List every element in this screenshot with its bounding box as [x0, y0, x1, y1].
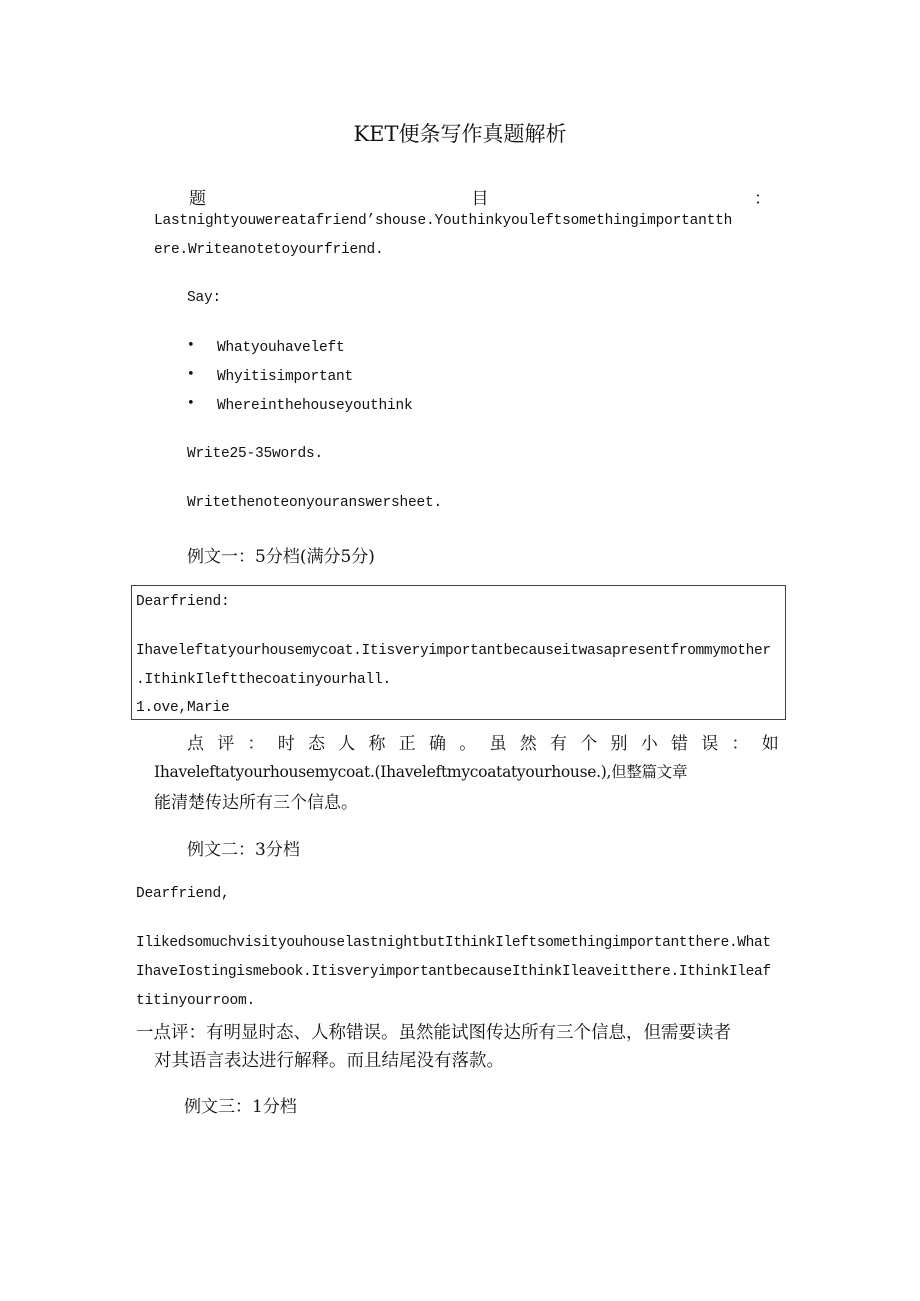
sample2-heading: 例文二：3分档 [187, 840, 300, 860]
comment-char: 小 [640, 734, 658, 754]
comment-char: 人 [338, 734, 356, 754]
comment-char: 正 [398, 734, 416, 754]
comment-char: ： [247, 734, 265, 754]
question-label [189, 184, 771, 209]
question-text-line: ere.Writeanotetoyourfriend. [154, 242, 384, 258]
word-count-instruction: Write25-35words. [187, 446, 324, 462]
sample2-body-line: titinyourroom. [136, 993, 256, 1009]
sample1-comment-line [187, 729, 779, 754]
sample1-comment-line: 能清楚传达所有三个信息。 [154, 793, 358, 813]
sample1-body-line: Ihaveleftatyourhousemycoat.Itisveryimportantbecauseitwasapresentfrommymother [136, 643, 771, 659]
sample3-heading: 例文三：1分档 [184, 1097, 297, 1117]
sample1-signoff: 1.ove,Marie [136, 700, 230, 716]
sample1-body-line: .IthinkIleftthecoatinyourhall. [136, 672, 392, 688]
question-label-char: 目 [471, 189, 489, 209]
sample1-heading: 例文一：5分档(满分5分) [187, 547, 375, 567]
sample1-comment-line: Ihaveleftatyourhousemycoat.(Ihaveleftmycoatatyourhouse.),但整篇文章 [154, 763, 688, 781]
bullet-icon: • [187, 396, 195, 411]
sample2-comment-line: 一点评：有明显时态、人称错误。虽然能试图传达所有三个信息，但需要读者 [136, 1023, 731, 1043]
comment-char: 态 [308, 734, 325, 754]
comment-char: 如 [761, 734, 779, 754]
sample2-greeting: Dearfriend, [136, 886, 230, 902]
page-title: KET便条写作真题解析 [353, 122, 567, 146]
question-label-char: 题 [189, 189, 206, 209]
question-label-char: ： [754, 189, 771, 209]
comment-char: 称 [368, 734, 386, 754]
comment-char: 然 [519, 734, 537, 754]
bullet-icon: • [187, 338, 195, 353]
question-text-line: Lastnightyouwereatafriend’shouse.Youthinkyouleftsomethingimportantth [154, 213, 733, 229]
comment-char: 评 [217, 734, 235, 754]
sample2-body-line: IhaveIostingismebook.ItisveryimportantbecauseIthinkIleaveitthere.IthinkIleaf [136, 964, 771, 980]
answer-sheet-instruction: Writethenoteonyouranswersheet. [187, 495, 443, 511]
bullet-item: Whereinthehouseyouthink [217, 398, 413, 414]
sample2-body-line: IlikedsomuchvisityouhouselastnightbutIthinkIleftsomethingimportantthere.What [136, 935, 771, 951]
bullet-icon: • [187, 367, 195, 382]
comment-char: 有 [550, 734, 567, 754]
comment-char: 错 [671, 734, 688, 754]
comment-char: 个 [580, 734, 598, 754]
comment-char: ： [731, 734, 749, 754]
comment-char: 别 [610, 734, 628, 754]
comment-char: 虽 [489, 734, 507, 754]
comment-char: 时 [277, 734, 295, 754]
comment-char: 确 [429, 734, 446, 754]
comment-char: 。 [459, 734, 477, 754]
sample2-comment-line: 对其语言表达进行解释。而且结尾没有落款。 [154, 1051, 504, 1071]
comment-char: 误 [701, 734, 719, 754]
bullet-item: Whyitisimportant [217, 369, 354, 385]
sample1-greeting: Dearfriend: [136, 594, 230, 610]
comment-char: 点 [187, 734, 204, 754]
bullet-item: Whatyouhaveleft [217, 340, 345, 356]
say-label: Say: [187, 290, 222, 306]
